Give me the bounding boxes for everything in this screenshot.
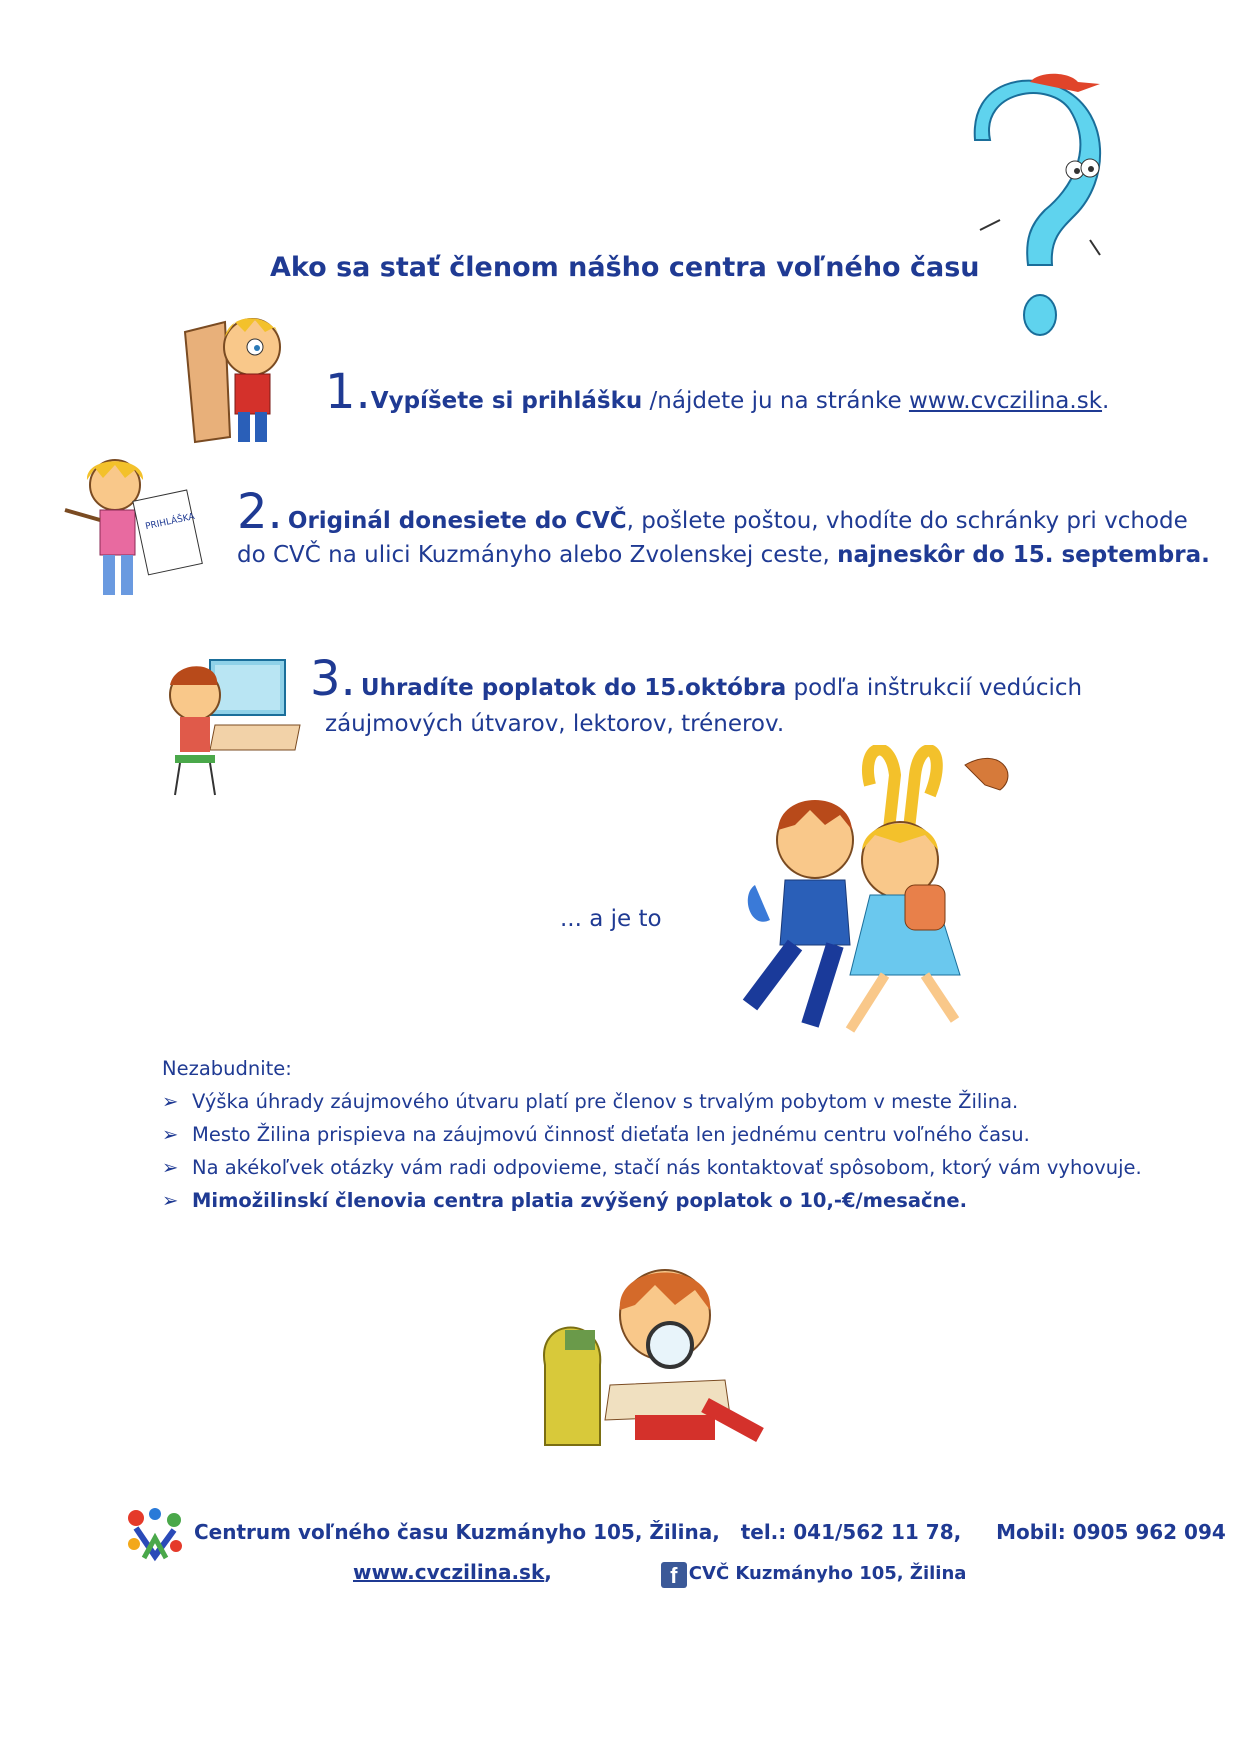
step-1-text: /nájdete ju na stránke — [642, 388, 909, 414]
cvc-logo — [126, 1508, 184, 1566]
footer-links-line — [353, 1560, 966, 1588]
step-2-line2: do CVČ na ulici Kuzmányho alebo Zvolenskej ceste, — [237, 542, 838, 568]
and-done-text: ... a je to — [560, 906, 662, 932]
boy-reading-illustration — [525, 1255, 770, 1460]
list-item: ➢ Mimožilinskí členovia centra platia zvýšený poplatok o 10,-€/mesačne. — [162, 1184, 1202, 1217]
notes-section — [162, 1052, 1202, 1217]
footer-contact-line — [194, 1520, 1226, 1544]
arrow-bullet-icon: ➢ — [162, 1189, 179, 1212]
step-3-bold-text: Uhradíte poplatok do 15.októbra — [360, 675, 787, 701]
running-children-illustration — [700, 745, 1040, 1050]
step-1-bold-text: Vypíšete si prihlášku — [370, 388, 643, 414]
step-1-number: 1. — [325, 364, 371, 420]
footer-facebook[interactable]: CVČ Kuzmányho 105, Žilina — [688, 1563, 967, 1584]
footer-phone: tel.: 041/562 11 78, — [740, 1520, 962, 1544]
footer-website-link[interactable]: www.cvczilina.sk — [353, 1560, 545, 1584]
step-1 — [325, 364, 1110, 420]
list-item: ➢ Na akékoľvek otázky vám radi odpovieme, stačí nás kontaktovať spôsobom, ktorý vám vyhovuje. — [162, 1151, 1202, 1184]
facebook-icon[interactable]: f — [661, 1562, 687, 1588]
step-2-bold-text: Originál donesiete do CVČ — [287, 508, 627, 534]
question-mark-illustration — [960, 70, 1110, 360]
step-2-text: , pošlete poštou, vhodíte do schránky pri vchode — [626, 508, 1188, 534]
girl-with-application-illustration — [55, 450, 205, 610]
arrow-bullet-icon: ➢ — [162, 1090, 179, 1113]
step-1-end: . — [1102, 388, 1110, 414]
page-title: Ako sa stať členom nášho centra voľného času — [270, 252, 980, 283]
step-2-number: 2. — [237, 484, 283, 540]
step-3 — [310, 651, 1210, 743]
list-item: ➢ Výška úhrady záujmového útvaru platí pre členov s trvalým pobytom v meste Žilina. — [162, 1085, 1202, 1118]
child-at-computer-illustration — [155, 655, 305, 800]
boy-with-paper-illustration — [180, 312, 300, 452]
step-3-number: 3. — [310, 651, 356, 707]
step-3-line2: záujmových útvarov, lektorov, trénerov. — [325, 711, 785, 737]
arrow-bullet-icon: ➢ — [162, 1123, 179, 1146]
footer-web-separator: , — [544, 1560, 552, 1584]
list-item: ➢ Mesto Žilina prispieva na záujmovú činnosť dieťaťa len jednému centru voľného času. — [162, 1118, 1202, 1151]
notes-list — [162, 1085, 1202, 1217]
footer-org: Centrum voľného času Kuzmányho 105, Žilina, — [194, 1520, 720, 1544]
website-link[interactable]: www.cvczilina.sk — [908, 388, 1103, 414]
notes-heading: Nezabudnite: — [162, 1057, 292, 1080]
step-2-deadline: najneskôr do 15. septembra. — [837, 542, 1210, 568]
step-2 — [237, 484, 1217, 574]
footer-mobile: Mobil: 0905 962 094 — [996, 1520, 1226, 1544]
paper-label: PRIHLÁŠKA — [144, 512, 196, 533]
step-3-text: podľa inštrukcií vedúcich — [786, 675, 1083, 701]
arrow-bullet-icon: ➢ — [162, 1156, 179, 1179]
